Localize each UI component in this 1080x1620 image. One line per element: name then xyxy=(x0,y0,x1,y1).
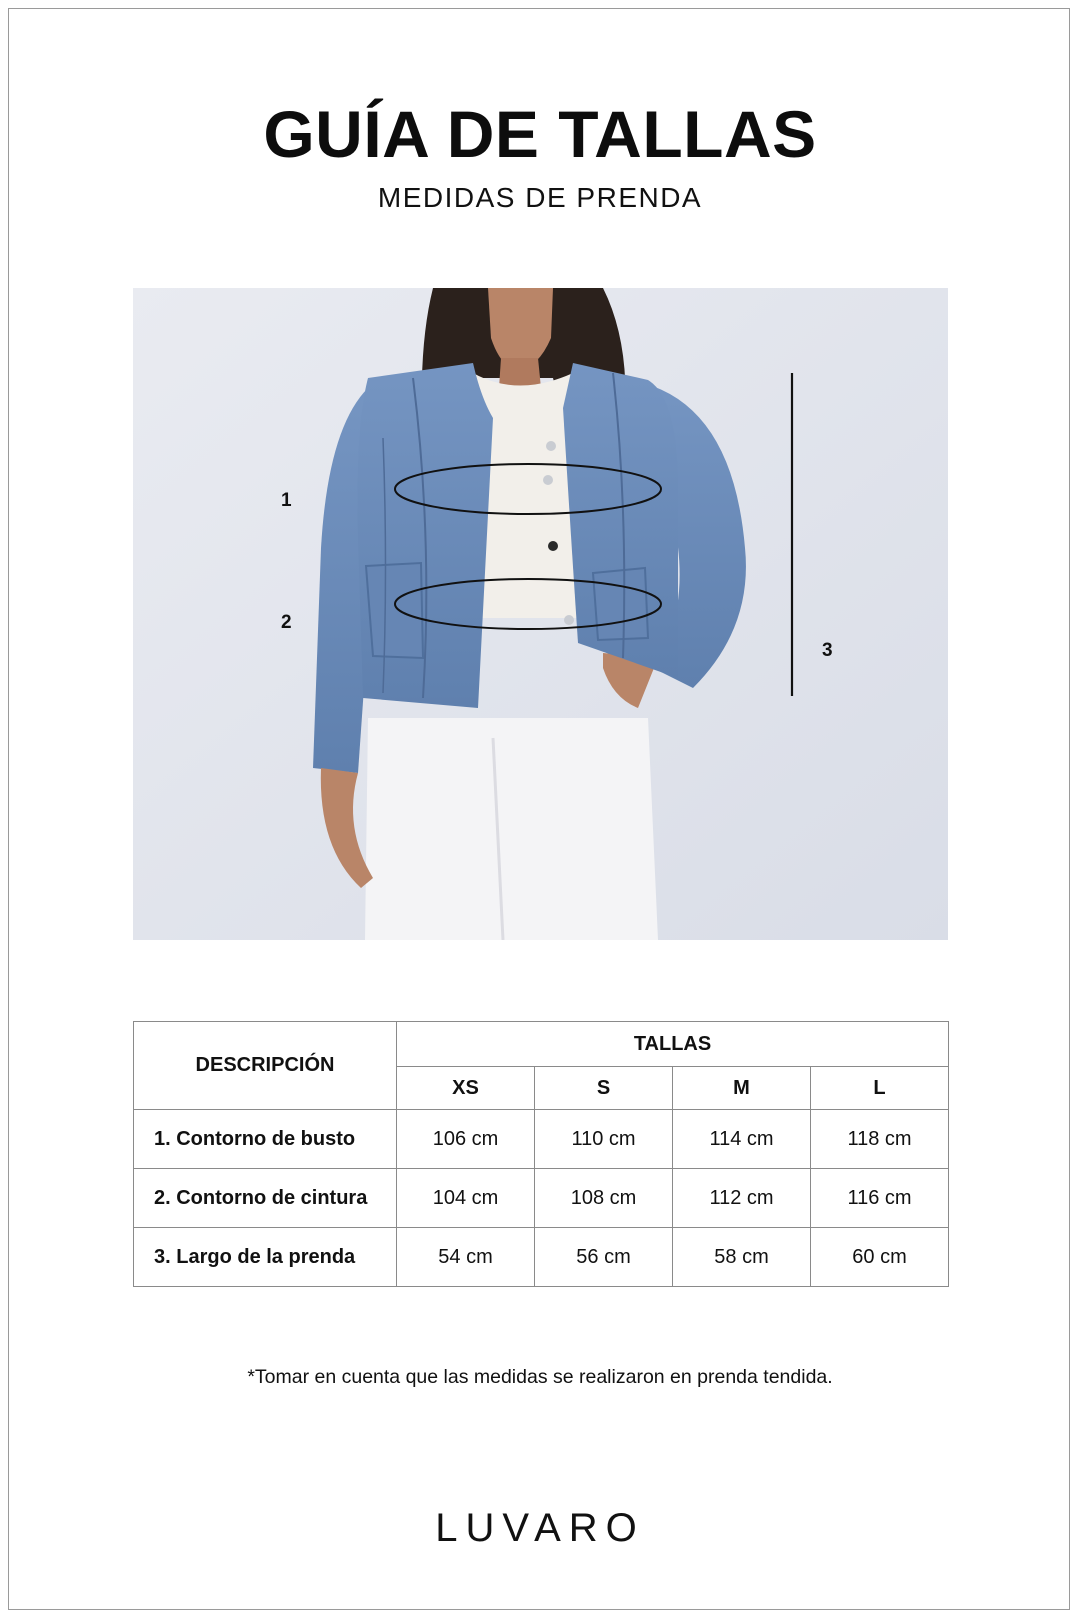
table-cell: 58 cm xyxy=(673,1228,811,1287)
table-cell: 54 cm xyxy=(397,1228,535,1287)
table-cell: 104 cm xyxy=(397,1169,535,1228)
page-title: GUÍA DE TALLAS xyxy=(263,97,817,171)
table-row xyxy=(134,1169,949,1228)
table-cell: 114 cm xyxy=(673,1110,811,1169)
table-cell: 60 cm xyxy=(811,1228,949,1287)
table-cell: 112 cm xyxy=(673,1169,811,1228)
brand-logo: LUVARO xyxy=(435,1506,645,1550)
table-cell: 108 cm xyxy=(535,1169,673,1228)
table-cell: 106 cm xyxy=(397,1110,535,1169)
size-header: L xyxy=(811,1067,949,1110)
product-photo xyxy=(133,288,948,940)
row-label: 1. Contorno de busto xyxy=(134,1110,397,1169)
row-label: 2. Contorno de cintura xyxy=(134,1169,397,1228)
measure-label-waist: 2 xyxy=(281,612,292,633)
description-header: DESCRIPCIÓN xyxy=(134,1022,397,1110)
table-row xyxy=(134,1228,949,1287)
jacket-illustration xyxy=(133,288,948,940)
size-table xyxy=(133,1021,949,1287)
row-label: 3. Largo de la prenda xyxy=(134,1228,397,1287)
size-header: M xyxy=(673,1067,811,1110)
size-header: S xyxy=(535,1067,673,1110)
table-cell: 110 cm xyxy=(535,1110,673,1169)
table-row xyxy=(134,1110,949,1169)
table-cell: 118 cm xyxy=(811,1110,949,1169)
sizes-header: TALLAS xyxy=(397,1022,949,1067)
page-subtitle: MEDIDAS DE PRENDA xyxy=(377,182,703,213)
measure-label-bust: 1 xyxy=(281,490,292,511)
measure-label-length: 3 xyxy=(822,640,833,661)
footnote: *Tomar en cuenta que las medidas se realizaron en prenda tendida. xyxy=(247,1366,833,1388)
table-cell: 116 cm xyxy=(811,1169,949,1228)
size-header: XS xyxy=(397,1067,535,1110)
table-cell: 56 cm xyxy=(535,1228,673,1287)
